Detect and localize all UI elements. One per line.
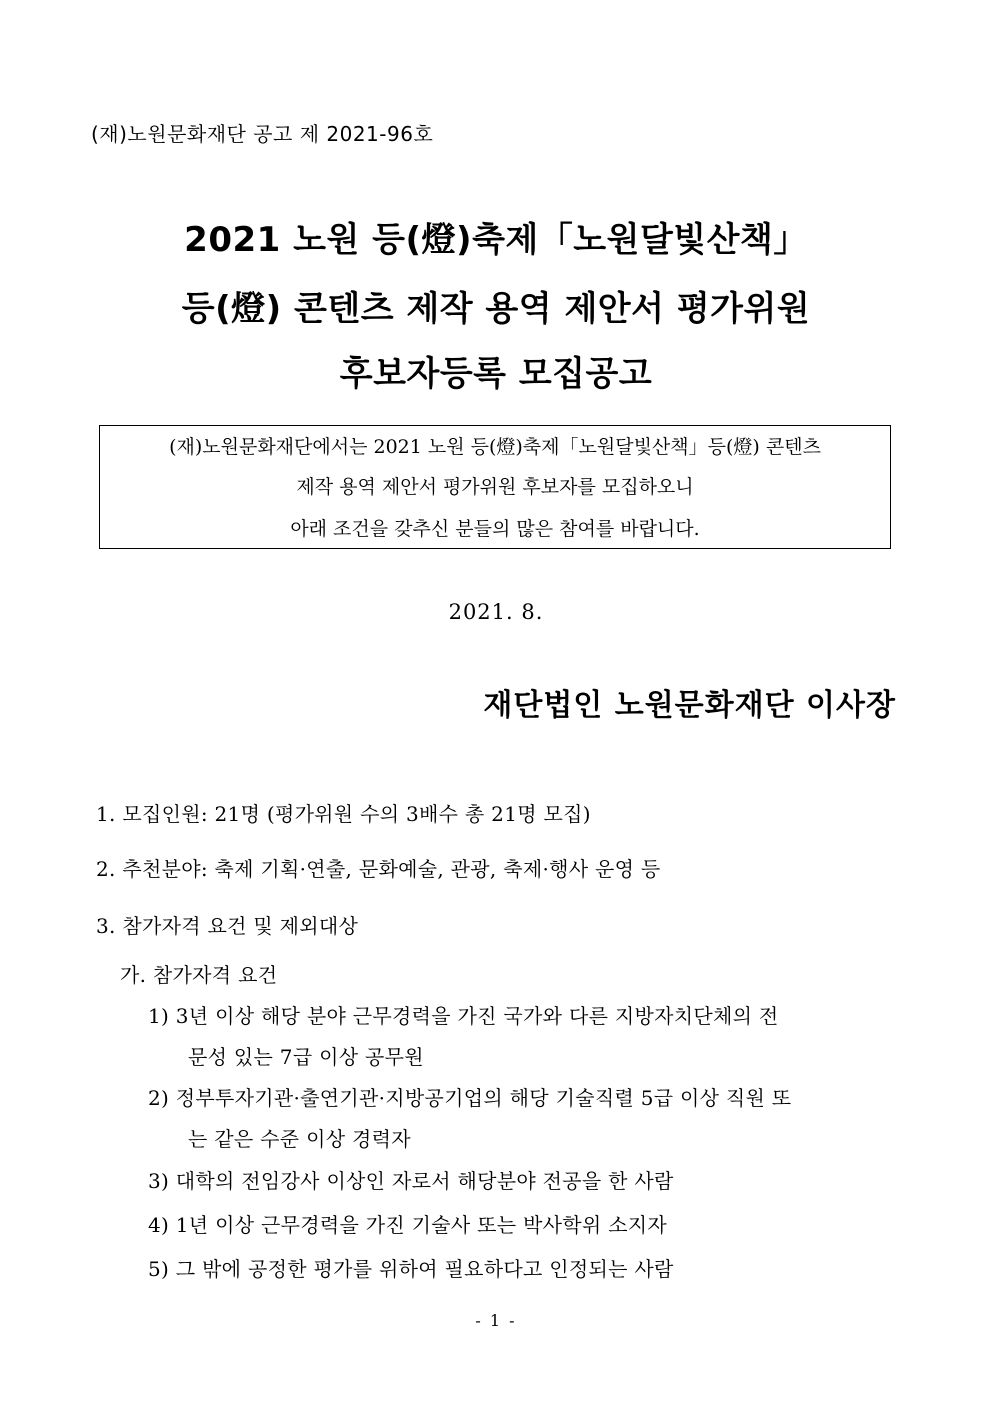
notice-number: (재)노원문화재단 공고 제 2021-96호 [91,122,434,146]
intro-line-2: 제작 용역 제안서 평가위원 후보자를 모집하오니 [296,476,694,498]
intro-line-3: 아래 조건을 갖추신 분들의 많은 참여를 바랍니다. [290,518,700,540]
title-line-1: 2021 노원 등(燈)축제「노원달빛산책」 [184,220,808,260]
item-recommended-fields: 2. 추천분야: 축제 기획·연출, 문화예술, 관광, 축제·행사 운영 등 [96,857,661,881]
qualification-4: 4) 1년 이상 근무경력을 가진 기술사 또는 박사학위 소지자 [148,1213,668,1237]
qualification-2-line-1: 2) 정부투자기관·출연기관·지방공기업의 해당 기술직렬 5급 이상 직원 또 [148,1086,792,1110]
page-number: - 1 - [475,1311,517,1330]
issuer: 재단법인 노원문화재단 이사장 [483,688,896,723]
title-line-2: 등(燈) 콘텐츠 제작 용역 제안서 평가위원 [181,289,811,329]
item-qualifications-heading: 3. 참가자격 요건 및 제외대상 [96,914,359,938]
qualification-1-line-2: 문성 있는 7급 이상 공무원 [188,1045,424,1069]
qualification-1-line-1: 1) 3년 이상 해당 분야 근무경력을 가진 국가와 다른 지방자치단체의 전 [148,1004,779,1028]
item-recruitment-count: 1. 모집인원: 21명 (평가위원 수의 3배수 총 21명 모집) [96,802,591,826]
qualification-3: 3) 대학의 전임강사 이상인 자로서 해당분야 전공을 한 사람 [148,1169,674,1193]
intro-line-1: (재)노원문화재단에서는 2021 노원 등(燈)축제「노원달빛산책」등(燈) 콘텐츠 [169,436,821,458]
qualification-5: 5) 그 밖에 공정한 평가를 위하여 필요하다고 인정되는 사람 [148,1257,674,1281]
notice-date: 2021. 8. [448,600,544,624]
title-line-3: 후보자등록 모집공고 [339,354,653,394]
sub-qualification-requirements: 가. 참가자격 요건 [120,963,278,987]
intro-box [99,425,891,549]
qualification-2-line-2: 는 같은 수준 이상 경력자 [188,1127,411,1151]
